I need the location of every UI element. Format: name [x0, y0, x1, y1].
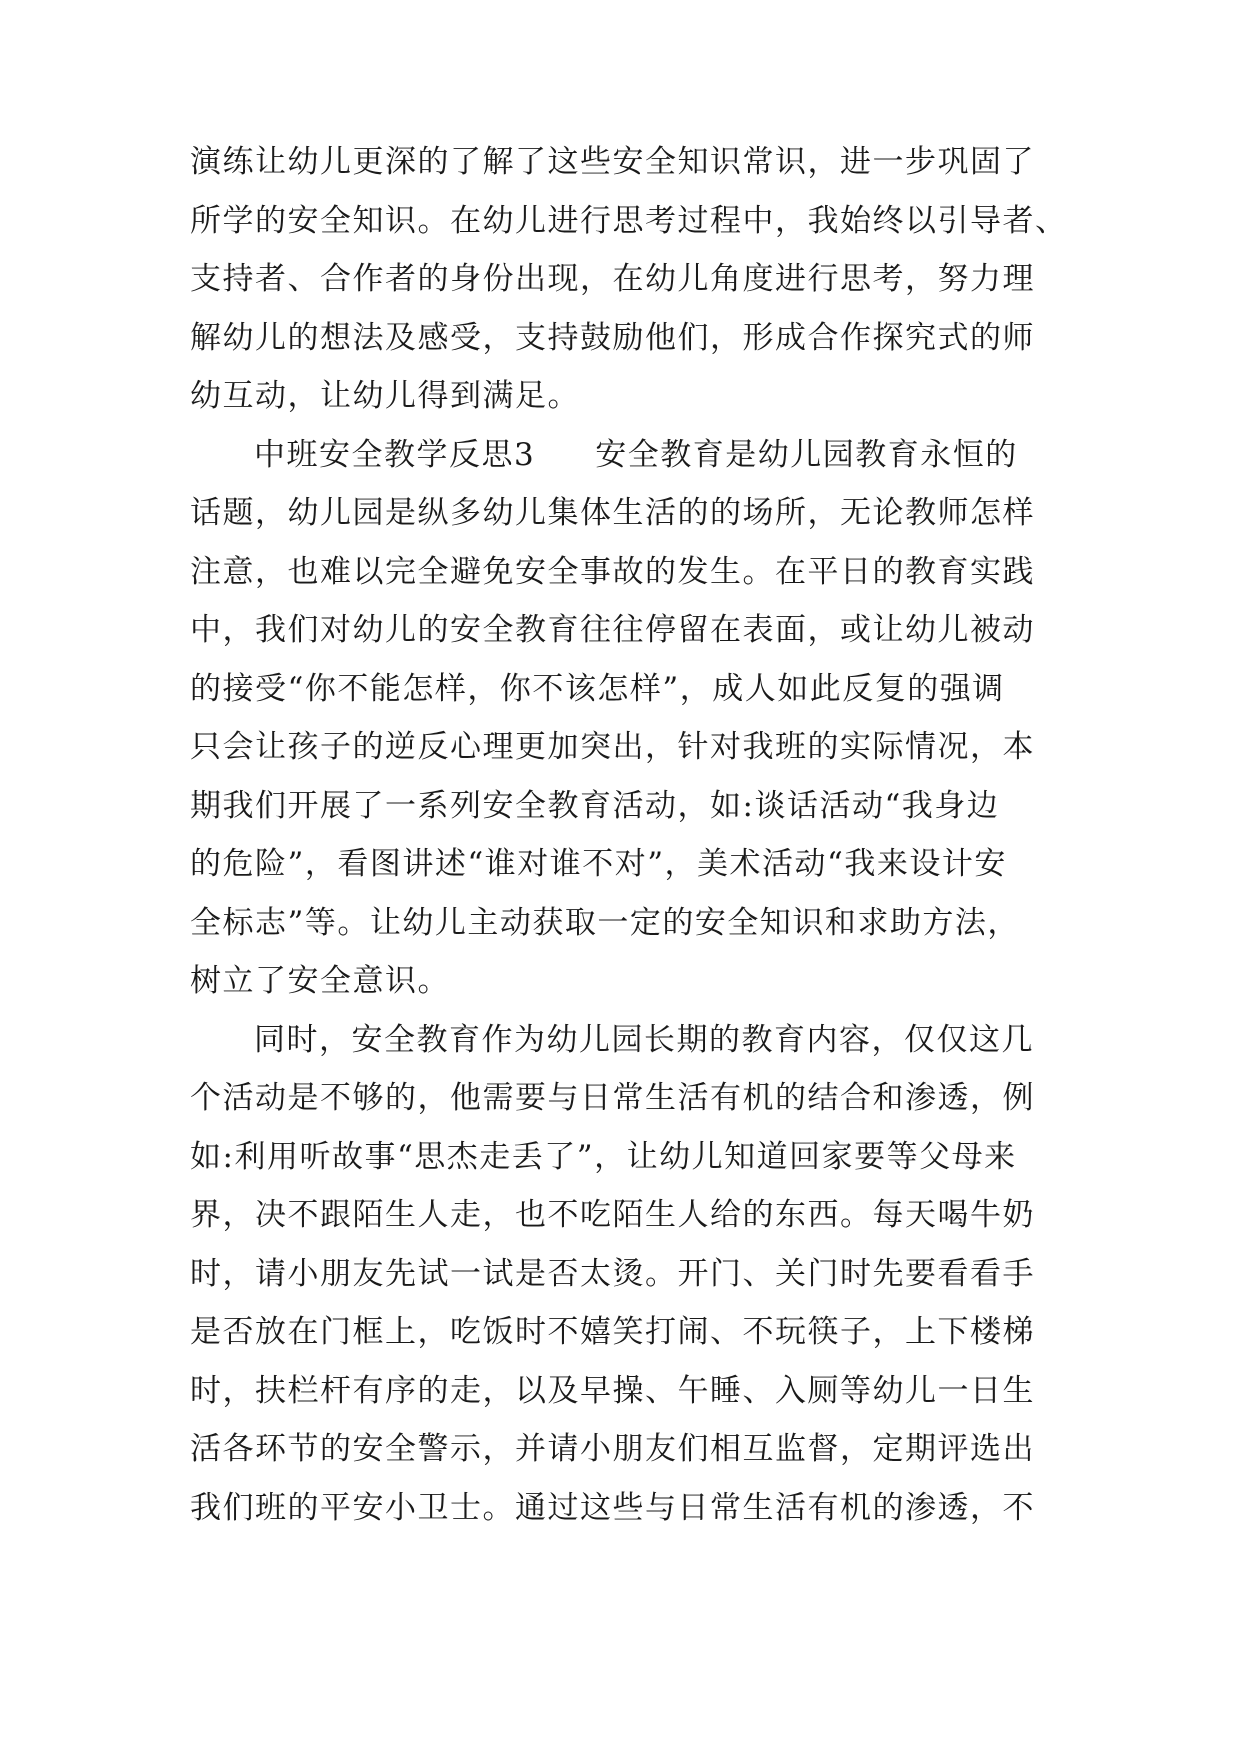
- text-line: 演练让幼儿更深的了解了这些安全知识常识，进一步巩固了: [190, 144, 1035, 180]
- text-line: 树立了安全意识。: [190, 963, 450, 999]
- text-line: 的接受“你不能怎样，你不该怎样”，成人如此反复的强调: [190, 670, 1005, 707]
- text-line: 中，我们对幼儿的安全教育往往停留在表面，或让幼儿被动: [190, 612, 1035, 648]
- text-line: 注意，也难以完全避免安全事故的发生。在平日的教育实践: [190, 553, 1035, 590]
- text-line: 如:利用听故事“思杰走丢了”，让幼儿知道回家要等父母来: [190, 1138, 1017, 1175]
- paragraph-first-line: 同时，安全教育作为幼儿园长期的教育内容，仅仅这几: [254, 1021, 1034, 1058]
- text-line: 全标志”等。让幼儿主动获取一定的安全知识和求助方法，: [190, 904, 1020, 941]
- section-heading-line: [190, 426, 1070, 485]
- text-line: 话题，幼儿园是纵多幼儿集体生活的的场所，无论教师怎样: [190, 495, 1035, 531]
- text-line: 只会让孩子的逆反心理更加突出，针对我班的实际情况，本: [190, 729, 1035, 765]
- section-title: 中班安全教学反思3: [254, 436, 536, 473]
- text-line: 活各环节的安全警示，并请小朋友们相互监督，定期评选出: [190, 1431, 1035, 1467]
- text-line: 时，扶栏杆有序的走，以及早操、午睡、入厕等幼儿一日生: [190, 1372, 1035, 1409]
- text-line: 个活动是不够的，他需要与日常生活有机的结合和渗透，例: [190, 1080, 1035, 1116]
- text-line: 期我们开展了一系列安全教育活动，如:谈话活动“我身边: [190, 787, 1000, 824]
- text-line: 支持者、合作者的身份出现，在幼儿角度进行思考，努力理: [190, 261, 1035, 297]
- text-line: 幼互动，让幼儿得到满足。: [190, 378, 580, 414]
- document-body: [190, 133, 1070, 1537]
- text-line: 解幼儿的想法及感受，支持鼓励他们，形成合作探究式的师: [190, 319, 1035, 356]
- text-line: 时，请小朋友先试一试是否太烫。开门、关门时先要看看手: [190, 1255, 1035, 1292]
- text-line: 界，决不跟陌生人走，也不吃陌生人给的东西。每天喝牛奶: [190, 1197, 1035, 1233]
- section-first-text: 安全教育是幼儿园教育永恒的: [595, 436, 1018, 473]
- text-line: 是否放在门框上，吃饭时不嬉笑打闹、不玩筷子，上下楼梯: [190, 1314, 1035, 1350]
- text-line: 所学的安全知识。在幼儿进行思考过程中，我始终以引导者、: [190, 202, 1068, 239]
- text-line: 的危险”，看图讲述“谁对谁不对”，美术活动“我来设计安: [190, 846, 1007, 882]
- text-line: 我们班的平安小卫士。通过这些与日常生活有机的渗透，不: [190, 1489, 1035, 1526]
